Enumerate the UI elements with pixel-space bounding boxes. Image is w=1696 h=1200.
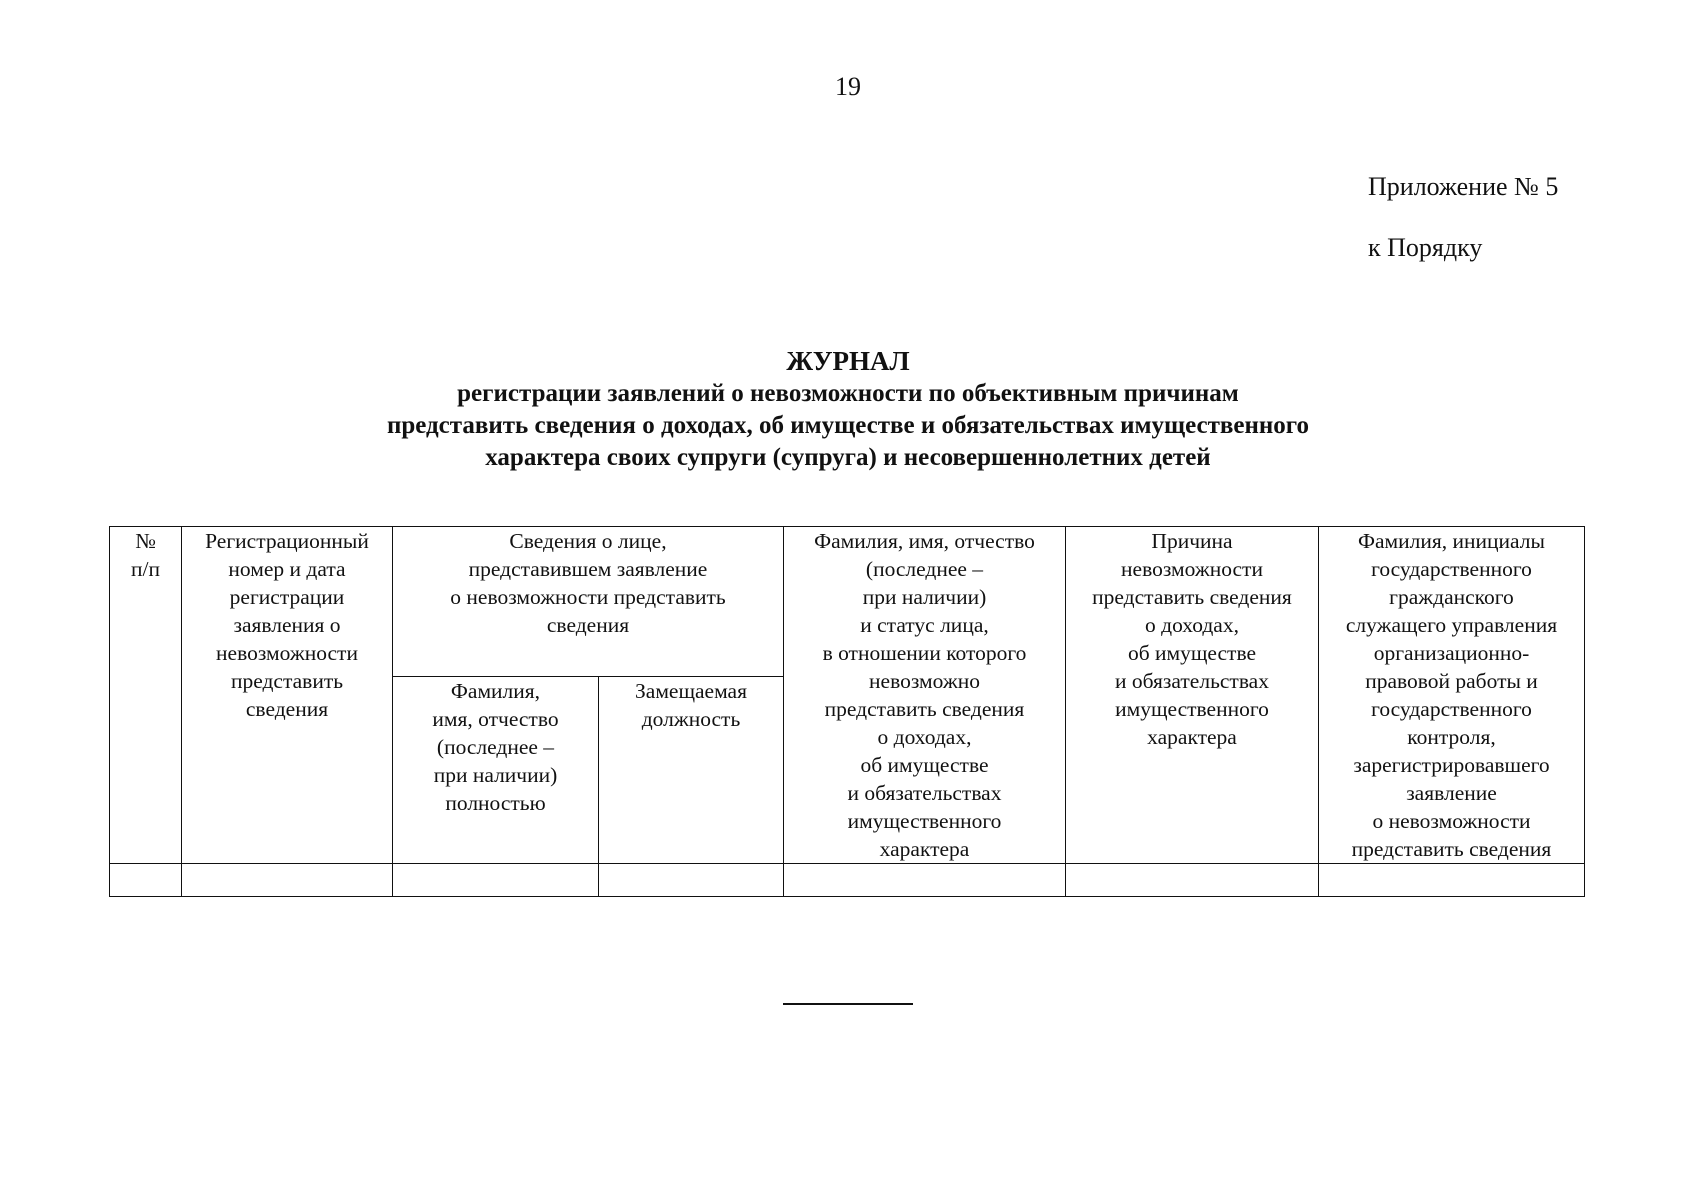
header-person-position: Замещаемая должность: [599, 676, 784, 863]
appendix-reference: [1368, 172, 1558, 263]
table-cell: [182, 864, 393, 897]
footer-divider: [783, 1003, 913, 1005]
appendix-number: Приложение № 5: [1368, 172, 1559, 201]
header-person-info: Сведения о лице, представившем заявление о невозможности представить сведения: [393, 527, 784, 677]
title-line-2: представить сведения о доходах, об имуществе и обязательствах имущественного: [386, 412, 1310, 439]
journal-heading: ЖУРНАЛ: [786, 346, 910, 376]
header-registration: Регистрационный номер и дата регистрации заявления о невозможности представить сведения: [182, 527, 393, 864]
header-officer: Фамилия, инициалы государственного гражданского служащего управления организационно- правовой работы и государственного контроля, зарегистрировавшего заявление о невозможности представить сведения: [1319, 527, 1585, 864]
table-cell: [393, 864, 599, 897]
header-reason: Причина невозможности представить сведения о доходах, об имуществе и обязательствах имущественного характера: [1066, 527, 1319, 864]
title-line-3: характера своих супруги (супруга) и несовершеннолетних детей: [485, 444, 1211, 471]
title-line-1: регистрации заявлений о невозможности по объективным причинам: [457, 380, 1239, 407]
page-number: 19: [835, 72, 861, 101]
table-cell: [784, 864, 1066, 897]
appendix-target: к Порядку: [1368, 233, 1483, 262]
table-row: [110, 864, 1585, 897]
document-title: [0, 345, 1696, 474]
journal-table: [109, 526, 1585, 897]
table-cell: [1319, 864, 1585, 897]
table-cell: [599, 864, 784, 897]
table-cell: [1066, 864, 1319, 897]
header-number: № п/п: [110, 527, 182, 864]
header-relative: Фамилия, имя, отчество (последнее – при наличии) и статус лица, в отношении которого невозможно представить сведения о доходах, об имуществе и обязательствах имущественного характера: [784, 527, 1066, 864]
table-cell: [110, 864, 182, 897]
header-person-name: Фамилия, имя, отчество (последнее – при наличии) полностью: [393, 676, 599, 863]
